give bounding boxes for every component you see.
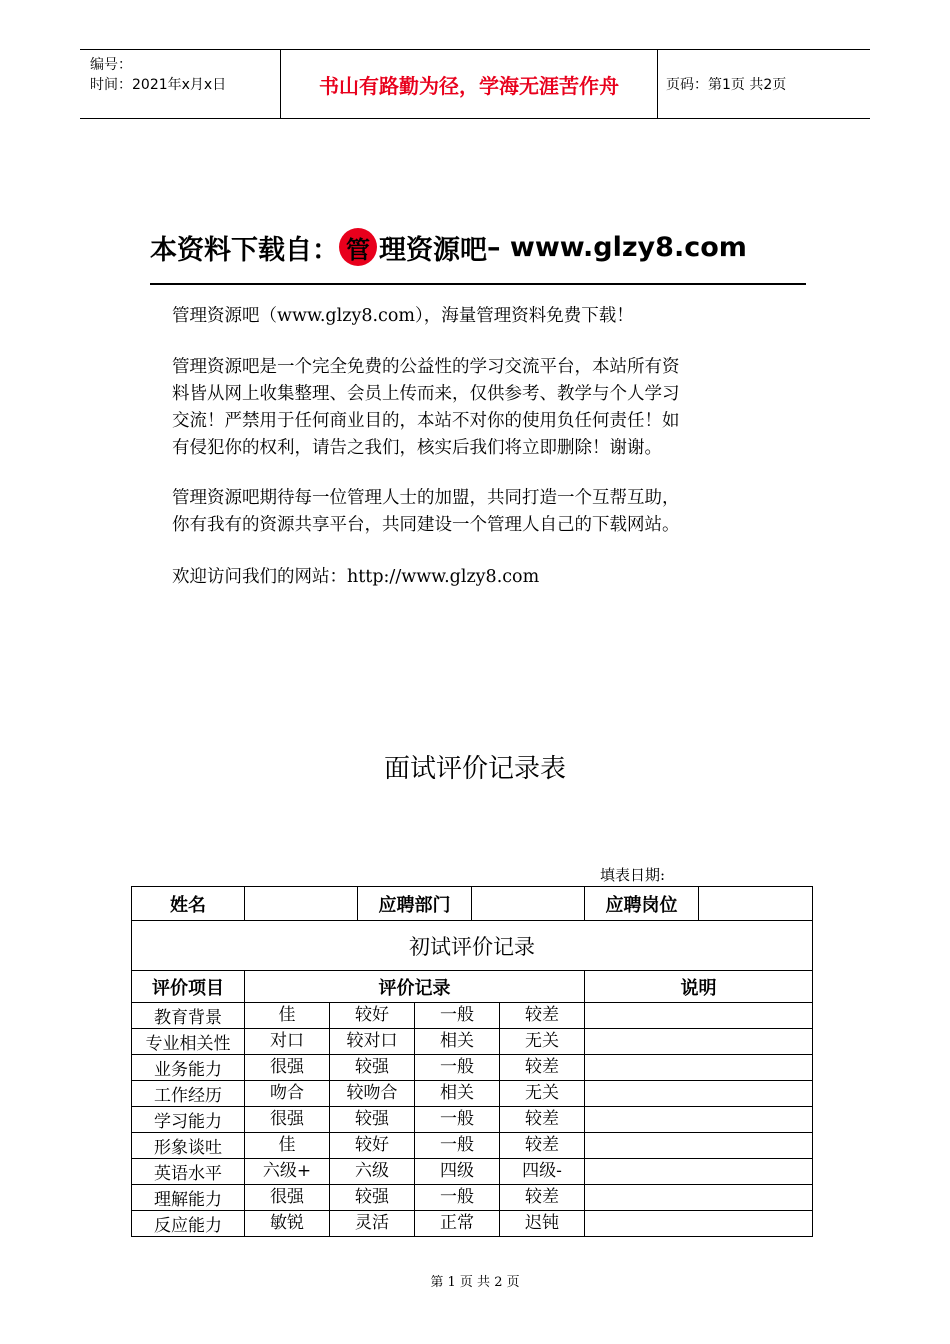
eval-level-option[interactable]: 四级: [415, 1159, 500, 1184]
table-row: [132, 1055, 813, 1081]
eval-level-option[interactable]: 较好: [330, 1003, 415, 1028]
evaluation-table: [131, 886, 813, 1237]
eval-remark-field[interactable]: [585, 1211, 813, 1237]
eval-item-name: 学习能力: [132, 1107, 245, 1133]
basic-info-row: [132, 887, 813, 921]
eval-levels-cell: [245, 1003, 585, 1029]
eval-levels-cell: [245, 1107, 585, 1133]
intro-line: 料皆从网上收集整理、会员上传而来，仅供参考、教学与个人学习: [172, 384, 680, 404]
col-header-remark: 说明: [585, 971, 813, 1003]
eval-level-option[interactable]: 佳: [245, 1133, 330, 1158]
section-title: 初试评价记录: [132, 921, 813, 971]
intro-line: 你有我有的资源共享平台，共同建设一个管理人自己的下载网站。: [172, 515, 680, 535]
eval-level-option[interactable]: 较对口: [330, 1029, 415, 1054]
eval-item-name: 英语水平: [132, 1159, 245, 1185]
eval-item-name: 专业相关性: [132, 1029, 245, 1055]
name-field[interactable]: [245, 887, 358, 921]
eval-level-option[interactable]: 较差: [525, 1109, 559, 1129]
eval-level-option[interactable]: 相关: [415, 1029, 500, 1054]
eval-level-option[interactable]: 一般: [415, 1185, 500, 1210]
eval-levels-cell: [245, 1029, 585, 1055]
eval-level-option[interactable]: 四级-: [522, 1161, 562, 1181]
column-header-row: [132, 971, 813, 1003]
intro-paragraph-4: 欢迎访问我们的网站：http://www.glzy8.com: [172, 567, 540, 587]
eval-remark-field[interactable]: [585, 1185, 813, 1211]
eval-remark-field[interactable]: [585, 1159, 813, 1185]
time-label: 时间：2021年x月x日: [90, 77, 227, 93]
position-label: 应聘岗位: [585, 887, 699, 921]
eval-level-option[interactable]: 较好: [330, 1133, 415, 1158]
eval-item-name: 反应能力: [132, 1211, 245, 1237]
logo-icon: 管: [339, 228, 377, 266]
eval-item-name: 理解能力: [132, 1185, 245, 1211]
eval-remark-field[interactable]: [585, 1107, 813, 1133]
table-row: [132, 1107, 813, 1133]
eval-level-option[interactable]: 较强: [330, 1055, 415, 1080]
name-label: 姓名: [132, 887, 245, 921]
eval-remark-field[interactable]: [585, 1055, 813, 1081]
section-row: [132, 921, 813, 971]
eval-level-option[interactable]: 一般: [415, 1107, 500, 1132]
eval-levels-cell: [245, 1185, 585, 1211]
eval-level-option[interactable]: 无关: [525, 1083, 559, 1103]
eval-levels-cell: [245, 1159, 585, 1185]
eval-level-option[interactable]: 对口: [245, 1029, 330, 1054]
eval-level-option[interactable]: 相关: [415, 1081, 500, 1106]
eval-item-name: 业务能力: [132, 1055, 245, 1081]
table-row: [132, 1029, 813, 1055]
eval-item-name: 教育背景: [132, 1003, 245, 1029]
eval-levels-cell: [245, 1055, 585, 1081]
eval-level-option[interactable]: 敏锐: [245, 1211, 330, 1236]
eval-level-option[interactable]: 正常: [415, 1211, 500, 1236]
eval-level-option[interactable]: 很强: [245, 1185, 330, 1210]
eval-level-option[interactable]: 很强: [245, 1055, 330, 1080]
table-row: [132, 1185, 813, 1211]
eval-level-option[interactable]: 较差: [525, 1057, 559, 1077]
document-title: 面试评价记录表: [383, 754, 566, 784]
number-label: 编号：: [90, 57, 132, 73]
table-row: [132, 1211, 813, 1237]
intro-line: 交流！严禁用于任何商业目的，本站不对你的使用负任何责任！如: [172, 411, 680, 431]
intro-paragraph-1: 管理资源吧（www.glzy8.com），海量管理资料免费下载！: [172, 306, 634, 326]
intro-line: 管理资源吧是一个完全免费的公益性的学习交流平台，本站所有资: [172, 357, 680, 377]
eval-level-option[interactable]: 吻合: [245, 1081, 330, 1106]
intro-line: 有侵犯你的权利，请告之我们，核实后我们将立即删除！谢谢。: [172, 438, 662, 458]
page-footer: 第 1 页 共 2 页: [430, 1275, 520, 1290]
eval-level-option[interactable]: 很强: [245, 1107, 330, 1132]
eval-levels-cell: [245, 1211, 585, 1237]
intro-line: 管理资源吧期待每一位管理人士的加盟，共同打造一个互帮互助，: [172, 488, 680, 508]
header-motto: 书山有路勤为径，学海无涯苦作舟: [280, 50, 658, 118]
eval-remark-field[interactable]: [585, 1029, 813, 1055]
table-row: [132, 1159, 813, 1185]
header-meta: [90, 55, 226, 95]
fill-date-label: 填表日期:: [600, 866, 666, 884]
eval-level-option[interactable]: 较差: [525, 1005, 559, 1025]
banner-prefix: 本资料下载自：: [150, 234, 339, 266]
intro-paragraph-3: [172, 485, 792, 539]
eval-level-option[interactable]: 较强: [330, 1185, 415, 1210]
eval-level-option[interactable]: 迟钝: [525, 1213, 559, 1233]
eval-remark-field[interactable]: [585, 1133, 813, 1159]
col-header-item: 评价项目: [132, 971, 245, 1003]
eval-level-option[interactable]: 较吻合: [330, 1081, 415, 1106]
eval-level-option[interactable]: 一般: [415, 1133, 500, 1158]
eval-level-option[interactable]: 无关: [525, 1031, 559, 1051]
banner-site-name: 理资源吧: [379, 234, 487, 266]
banner-url: – www.glzy8.com: [487, 231, 747, 263]
position-field[interactable]: [699, 887, 813, 921]
dept-label: 应聘部门: [358, 887, 472, 921]
eval-level-option[interactable]: 一般: [415, 1055, 500, 1080]
eval-level-option[interactable]: 六级+: [245, 1159, 330, 1184]
eval-level-option[interactable]: 佳: [245, 1003, 330, 1028]
eval-level-option[interactable]: 灵活: [330, 1211, 415, 1236]
eval-level-option[interactable]: 一般: [415, 1003, 500, 1028]
eval-level-option[interactable]: 较强: [330, 1107, 415, 1132]
intro-paragraph-2: [172, 354, 792, 462]
eval-level-option[interactable]: 较差: [525, 1135, 559, 1155]
eval-levels-cell: [245, 1133, 585, 1159]
eval-remark-field[interactable]: [585, 1003, 813, 1029]
dept-field[interactable]: [472, 887, 585, 921]
banner-divider: [150, 283, 806, 285]
eval-item-name: 形象谈吐: [132, 1133, 245, 1159]
header-page-info: 页码：第1页 共2页: [666, 77, 787, 93]
download-banner: [150, 222, 747, 272]
table-row: [132, 1133, 813, 1159]
table-row: [132, 1081, 813, 1107]
eval-remark-field[interactable]: [585, 1081, 813, 1107]
page-header: [80, 49, 870, 119]
eval-item-name: 工作经历: [132, 1081, 245, 1107]
col-header-record: 评价记录: [245, 971, 585, 1003]
eval-levels-cell: [245, 1081, 585, 1107]
eval-level-option[interactable]: 六级: [330, 1159, 415, 1184]
table-row: [132, 1003, 813, 1029]
eval-level-option[interactable]: 较差: [525, 1187, 559, 1207]
